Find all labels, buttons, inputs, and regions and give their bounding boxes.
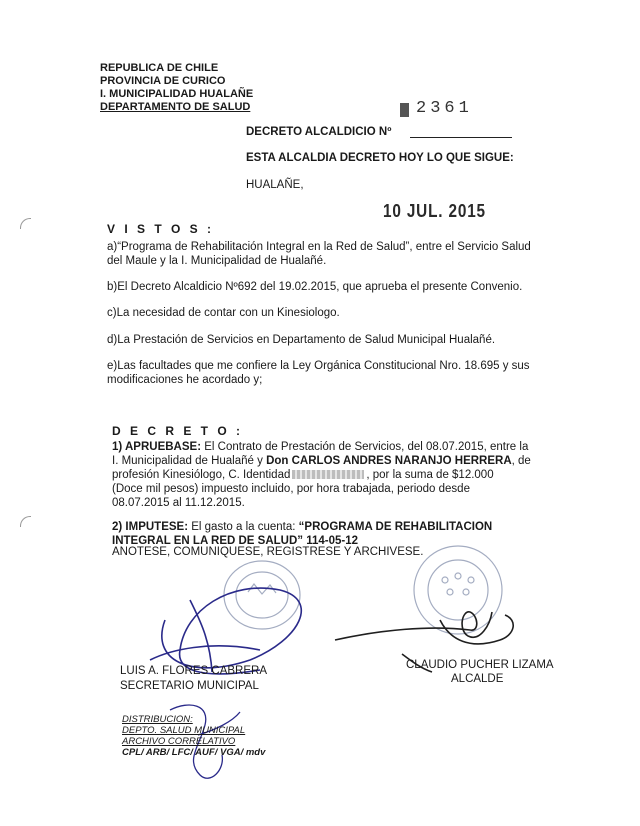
decree-number: 2361: [416, 99, 473, 118]
imputese-label: 2) IMPUTESE:: [112, 521, 189, 533]
decreto-p2-text1a: El gasto a la cuenta:: [188, 521, 299, 533]
decreto-p1-line5: 08.07.2015 al 11.12.2015.: [112, 497, 245, 509]
decreto-p1-text3b: , por la suma de $12.000: [366, 469, 494, 481]
decreto-p1-text2b: , de: [511, 455, 531, 467]
decreto-title: D E C R E T O :: [112, 424, 244, 438]
right-signer-name: CLAUDIO PUCHER LIZAMA: [406, 659, 554, 671]
decreto-p1-text1: El Contrato de Prestación de Servicios, del 08.07.2015, entre la: [201, 441, 529, 453]
distribution-line2: ARCHIVO CORRELATIVO: [122, 736, 236, 747]
left-seal-icon: [224, 561, 300, 629]
decree-label: DECRETO ALCALDICIO Nº: [246, 126, 392, 138]
intro-text: ESTA ALCALDIA DECRETO HOY LO QUE SIGUE:: [246, 152, 514, 164]
place-text: HUALAÑE,: [246, 179, 304, 191]
distribution-line3: CPL/ ARB/ LFC/ AUF/ VGA/ mdv: [122, 747, 266, 758]
redacted-id: [292, 470, 364, 479]
header-municipality: I. MUNICIPALIDAD HUALAÑE: [100, 88, 254, 100]
visto-e-line1: e)Las facultades que me confiere la Ley Orgánica Constitucional Nro. 18.695 y sus: [107, 360, 530, 372]
decreto-p1-line3: [112, 468, 494, 482]
decreto-p1-text3a: profesión Kinesiólogo, C. Identidad: [112, 469, 291, 481]
decreto-p1-line1: [112, 440, 528, 454]
decreto-p2-line2: INTEGRAL EN LA RED DE SALUD” 114-05-12: [112, 535, 359, 547]
left-signer-title: SECRETARIO MUNICIPAL: [120, 680, 259, 692]
header-department: DEPARTAMENTO DE SALUD: [100, 101, 251, 113]
decreto-p2-line1: [112, 520, 492, 534]
punch-mark-top: [20, 218, 31, 229]
left-signature-icon: [150, 588, 301, 674]
visto-d: d)La Prestación de Servicios en Departamento de Salud Municipal Hualañé.: [107, 334, 496, 346]
date-stamp: 10 JUL. 2015: [383, 201, 486, 221]
vistos-title: V I S T O S :: [107, 222, 215, 236]
punch-mark-bottom: [20, 516, 31, 527]
decreto-p1-text2a: I. Municipalidad de Hualañé y: [112, 455, 267, 467]
right-seal-icon: [414, 546, 502, 634]
stamp-mark: [400, 103, 409, 117]
header-republic: REPUBLICA DE CHILE: [100, 62, 219, 74]
decreto-p1-line4: (Doce mil pesos) impuesto incluido, por hora trabajada, periodo desde: [112, 483, 470, 495]
visto-e-line2: modificaciones he acordado y;: [107, 374, 263, 386]
visto-b: b)El Decreto Alcaldicio Nº692 del 19.02.2015, que aprueba el presente Convenio.: [107, 281, 523, 293]
right-signer-title: ALCALDE: [451, 673, 504, 685]
visto-a-line2: del Maule y la I. Municipalidad de Hualañé.: [107, 255, 327, 267]
header-province: PROVINCIA DE CURICO: [100, 75, 226, 87]
program-name: “PROGRAMA DE REHABILITACION: [298, 521, 493, 533]
visto-a-line1: a)“Programa de Rehabilitación Integral en la Red de Salud”, entre el Servicio Salud: [107, 241, 531, 253]
distribution-title: DISTRIBUCION:: [122, 714, 193, 725]
distribution-line1: DEPTO. SALUD MUNICIPAL: [122, 725, 246, 736]
apruebase-label: 1) APRUEBASE:: [112, 441, 202, 453]
contractor-name: Don CARLOS ANDRES NARANJO HERRERA: [266, 455, 512, 467]
decree-number-line: [410, 137, 512, 138]
decreto-p1-line2: [112, 454, 531, 468]
closing-line: ANOTESE, COMUNIQUESE, REGISTRESE Y ARCHIVESE.: [112, 546, 424, 558]
left-signer-name: LUIS A. FLORES CABRERA: [120, 665, 267, 677]
visto-c: c)La necesidad de contar con un Kinesiologo.: [107, 307, 340, 319]
